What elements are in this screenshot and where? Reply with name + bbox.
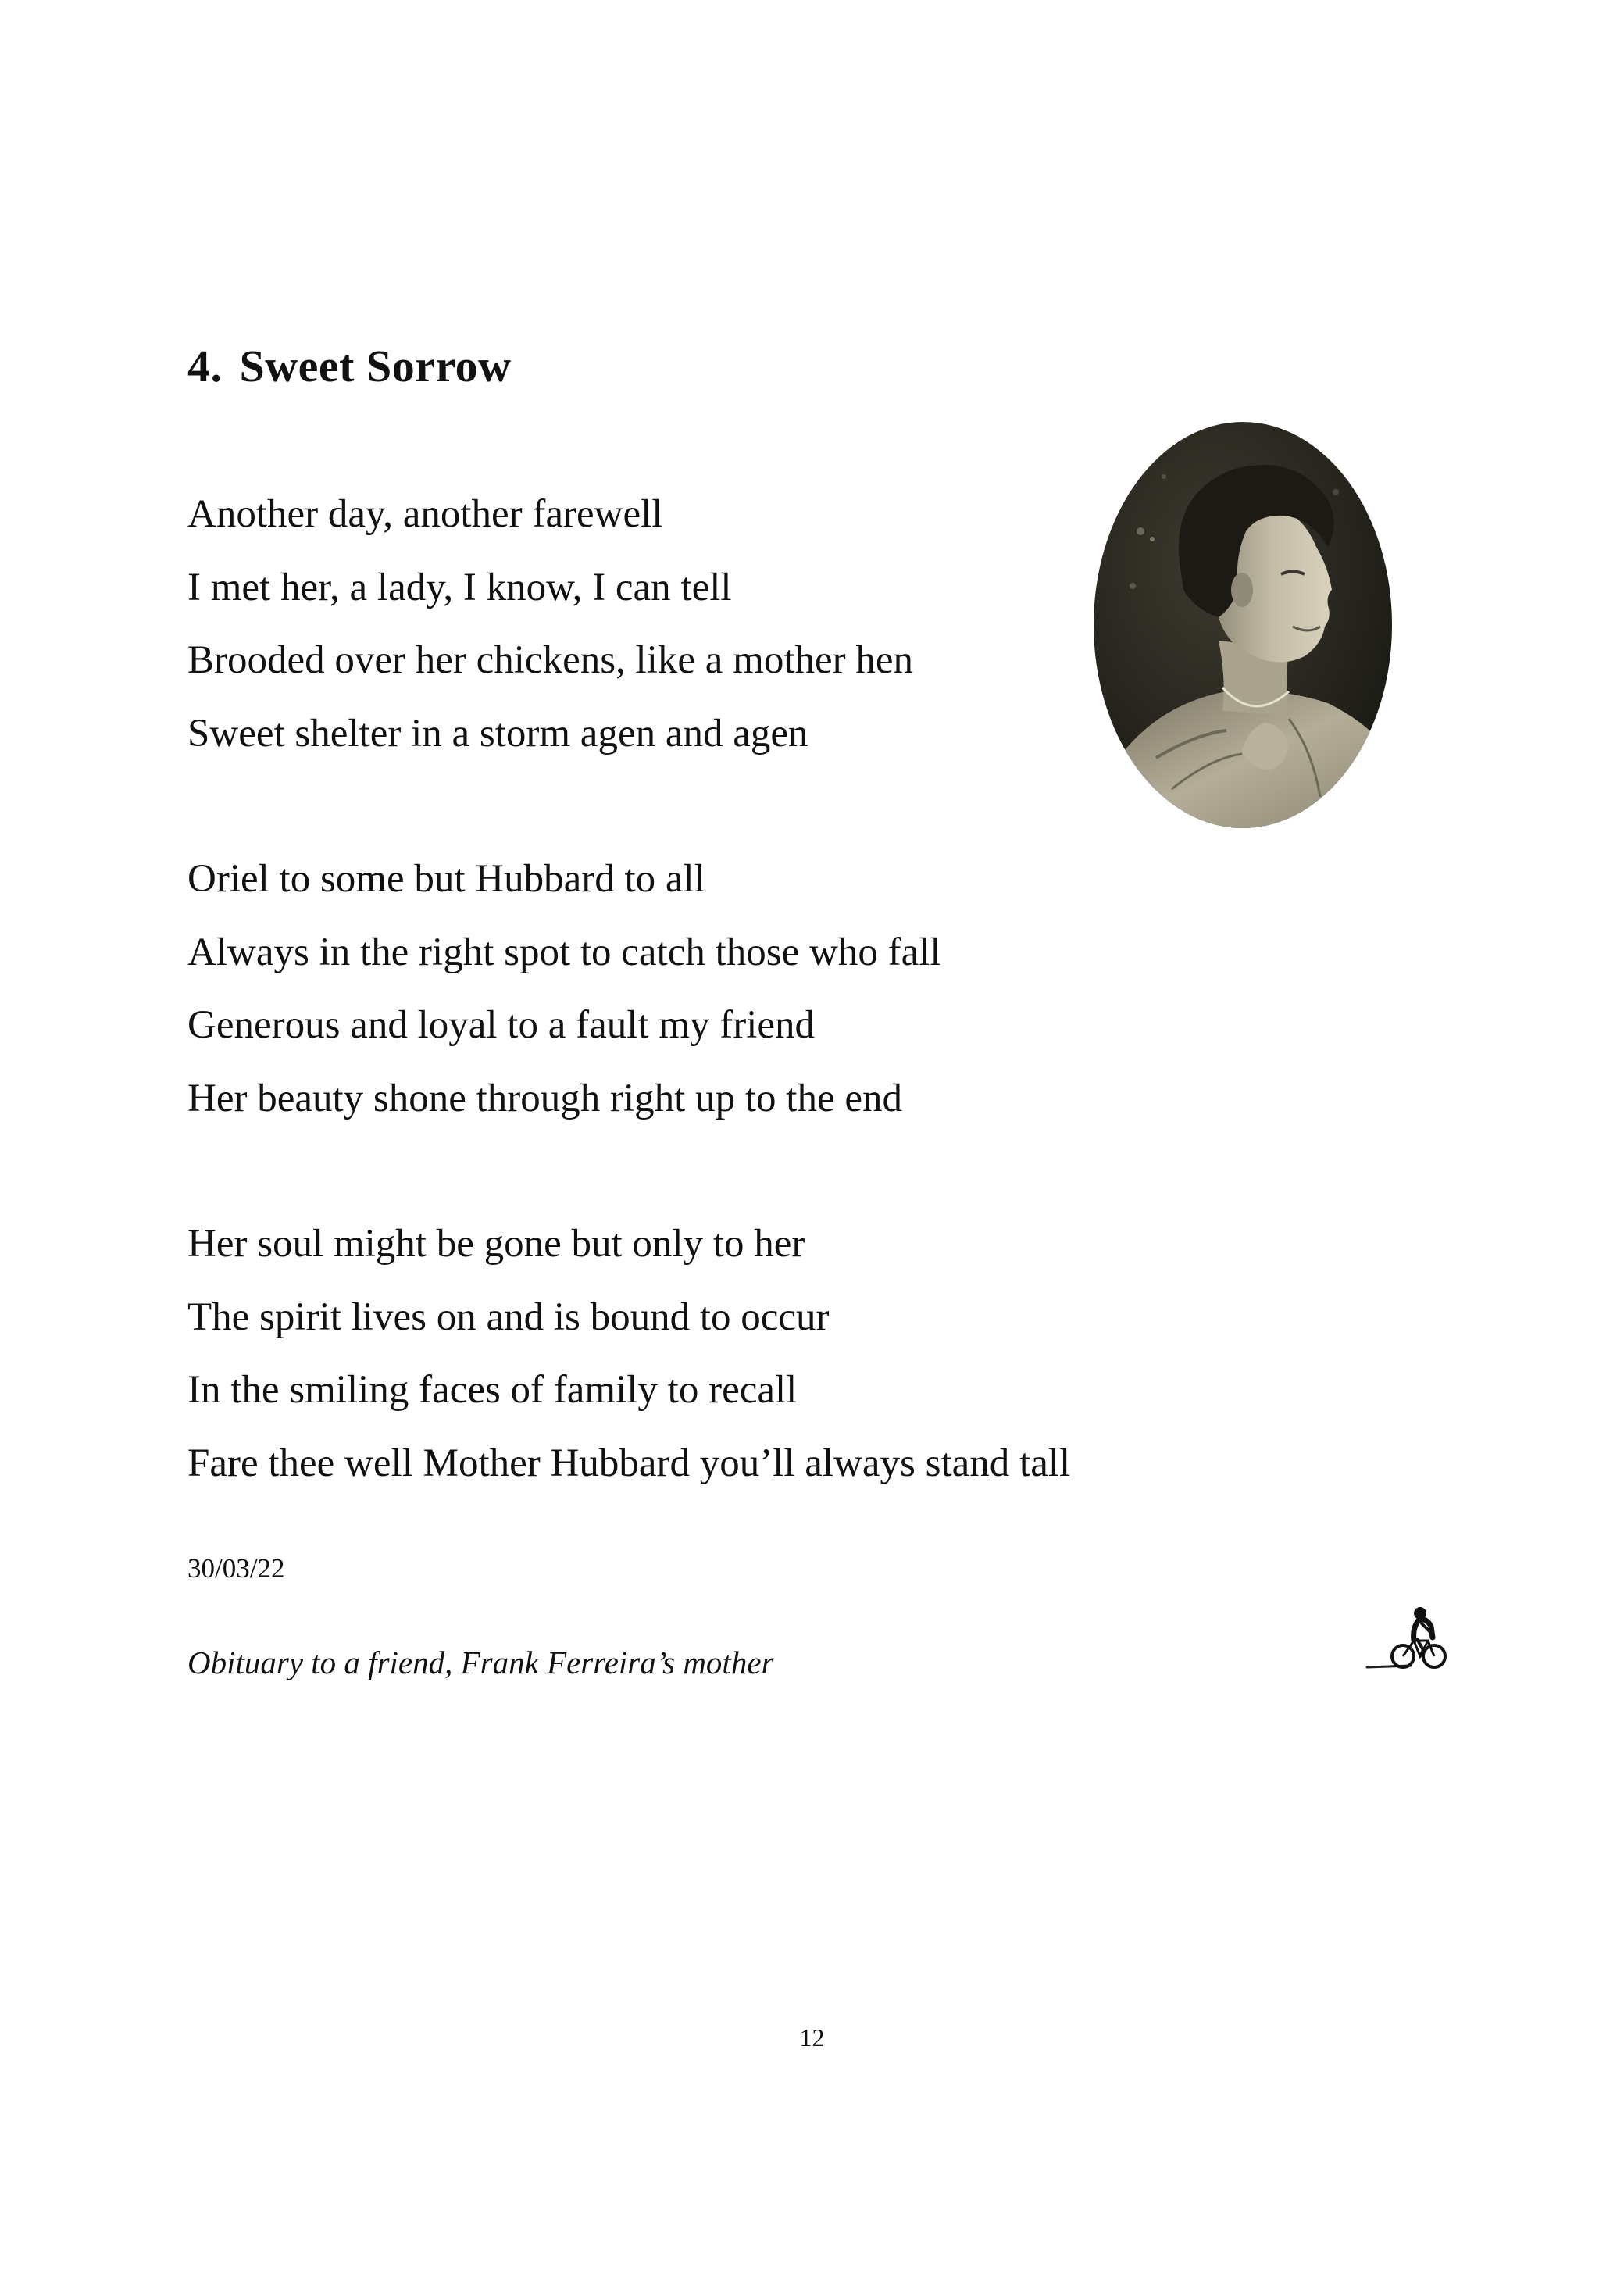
oval-portrait-photo	[1094, 422, 1392, 828]
poem-line: Her beauty shone through right up to the end	[187, 1076, 902, 1120]
date: 30/03/22	[187, 1553, 285, 1584]
section-number: 4.	[187, 341, 223, 391]
poem-line: Another day, another farewell	[187, 492, 663, 536]
poem-line: The spirit lives on and is bound to occur	[187, 1295, 830, 1339]
poem-line: Oriel to some but Hubbard to all	[187, 857, 705, 901]
page-title	[187, 341, 512, 391]
poem-line: I met her, a lady, I know, I can tell	[187, 565, 732, 609]
poem-line: Fare thee well Mother Hubbard you’ll always stand tall	[187, 1441, 1071, 1485]
section-title: Sweet Sorrow	[239, 341, 512, 391]
cyclist-icon	[1365, 1605, 1451, 1675]
poem-line: In the smiling faces of family to recall	[187, 1368, 798, 1412]
stanza-2	[187, 843, 1281, 1135]
poem-line: Generous and loyal to a fault my friend	[187, 1003, 816, 1047]
caption: Obituary to a friend, Frank Ferreira’s mother	[187, 1645, 774, 1680]
poem-line: Brooded over her chickens, like a mother hen	[187, 638, 914, 682]
stanza-3	[187, 1208, 1281, 1500]
page-number: 12	[799, 2023, 825, 2052]
poem-line: Sweet shelter in a storm agen and agen	[187, 711, 808, 755]
poem-line: Always in the right spot to catch those who fall	[187, 930, 941, 974]
poem-line: Her soul might be gone but only to her	[187, 1222, 805, 1266]
